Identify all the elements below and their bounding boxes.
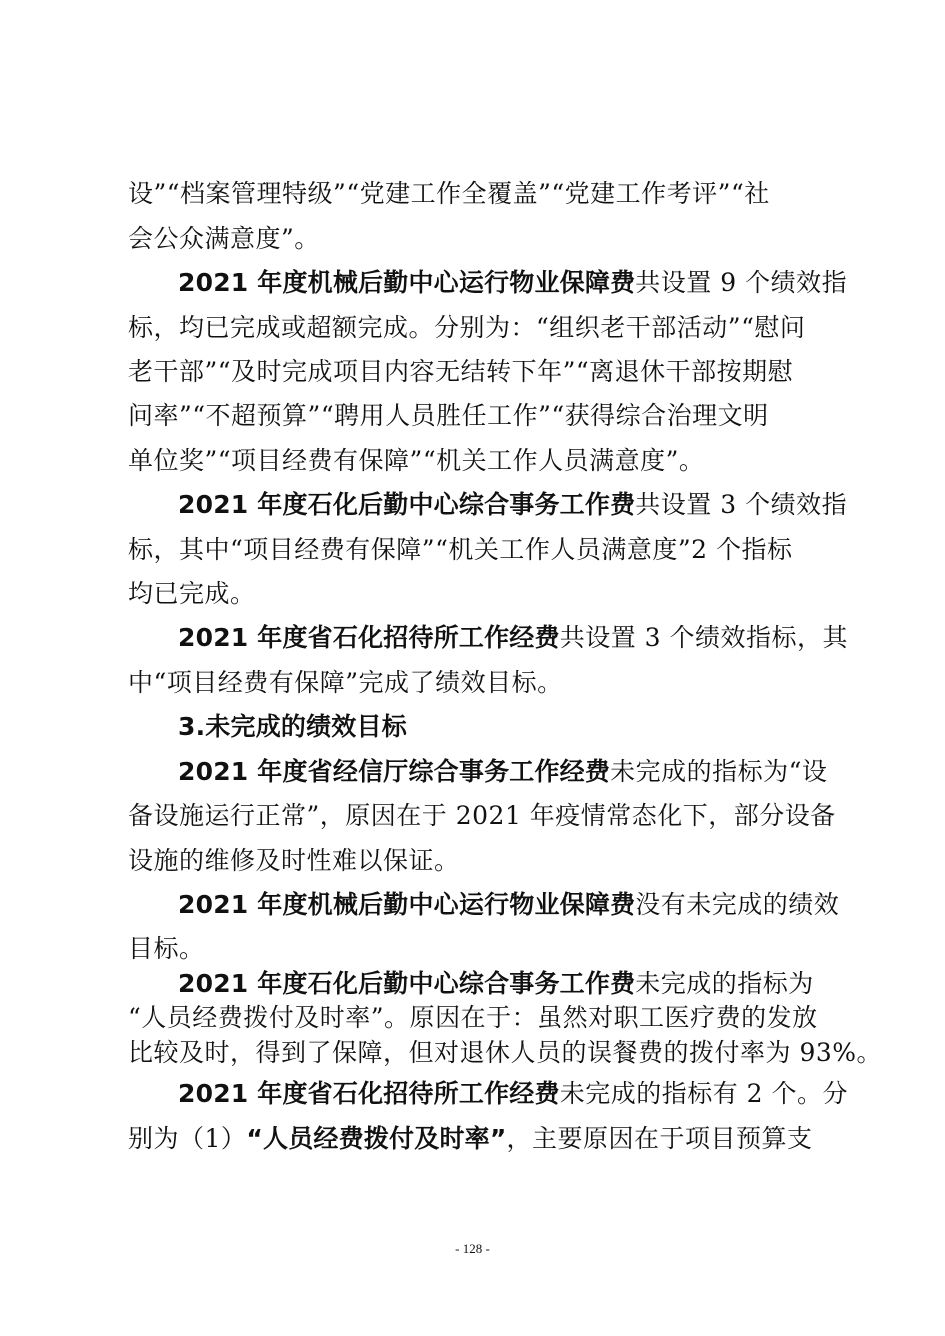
text-line: 问率”“不超预算”“聘用人员胜任工作”“获得综合治理文明 — [128, 401, 769, 430]
bold-heading: 2021 年度省石化招待所工作经费 — [178, 1079, 560, 1108]
bold-heading: 2021 年度省经信厅综合事务工作经费 — [178, 757, 611, 786]
text-line: 设施的维修及时性难以保证。 — [128, 846, 460, 875]
section-heading: 3.未完成的绩效目标 — [178, 712, 407, 741]
text-line: “人员经费拨付及时率”。原因在于：虽然对职工医疗费的发放 — [128, 1003, 818, 1032]
text-line: 别为（1）“人员经费拨付及时率”，主要原因在于项目预算支 — [128, 1124, 813, 1153]
bold-heading: 2021 年度机械后勤中心运行物业保障费 — [178, 890, 636, 919]
page-number: - 128 - — [455, 1241, 490, 1256]
text-line: 比较及时，得到了保障，但对退休人员的误餐费的拨付率为 93%。 — [128, 1038, 883, 1067]
paragraph-start: 2021 年度省石化招待所工作经费未完成的指标有 2 个。分 — [178, 1079, 848, 1108]
text-line: 单位奖”“项目经费有保障”“机关工作人员满意度”。 — [128, 446, 705, 475]
paragraph-start: 2021 年度石化后勤中心综合事务工作费未完成的指标为 — [178, 969, 814, 998]
bold-heading: 2021 年度石化后勤中心综合事务工作费 — [178, 969, 636, 998]
text-line: 设”“档案管理特级”“党建工作全覆盖”“党建工作考评”“社 — [128, 179, 770, 208]
text-line: 备设施运行正常”，原因在于 2021 年疫情常态化下，部分设备 — [128, 801, 836, 830]
paragraph-start: 2021 年度石化后勤中心综合事务工作费共设置 3 个绩效指 — [178, 490, 848, 519]
bold-inline: “人员经费拨付及时率” — [246, 1124, 507, 1153]
text-line: 均已完成。 — [128, 579, 256, 608]
bold-heading: 2021 年度省石化招待所工作经费 — [178, 623, 560, 652]
text-line: 中“项目经费有保障”完成了绩效目标。 — [128, 668, 563, 697]
text-line: 标，其中“项目经费有保障”“机关工作人员满意度”2 个指标 — [128, 535, 793, 564]
paragraph-start: 2021 年度机械后勤中心运行物业保障费没有未完成的绩效 — [178, 890, 840, 919]
text-line: 标，均已完成或超额完成。分别为：“组织老干部活动”“慰问 — [128, 313, 806, 342]
text-line: 目标。 — [128, 934, 205, 963]
bold-heading: 2021 年度石化后勤中心综合事务工作费 — [178, 490, 636, 519]
paragraph-start: 2021 年度省石化招待所工作经费共设置 3 个绩效指标，其 — [178, 623, 848, 652]
bold-heading: 2021 年度机械后勤中心运行物业保障费 — [178, 268, 636, 297]
text-line: 老干部”“及时完成项目内容无结转下年”“离退休干部按期慰 — [128, 357, 794, 386]
paragraph-start: 2021 年度省经信厅综合事务工作经费未完成的指标为“设 — [178, 757, 828, 786]
paragraph-start: 2021 年度机械后勤中心运行物业保障费共设置 9 个绩效指 — [178, 268, 848, 297]
text-line: 会公众满意度”。 — [128, 224, 320, 253]
